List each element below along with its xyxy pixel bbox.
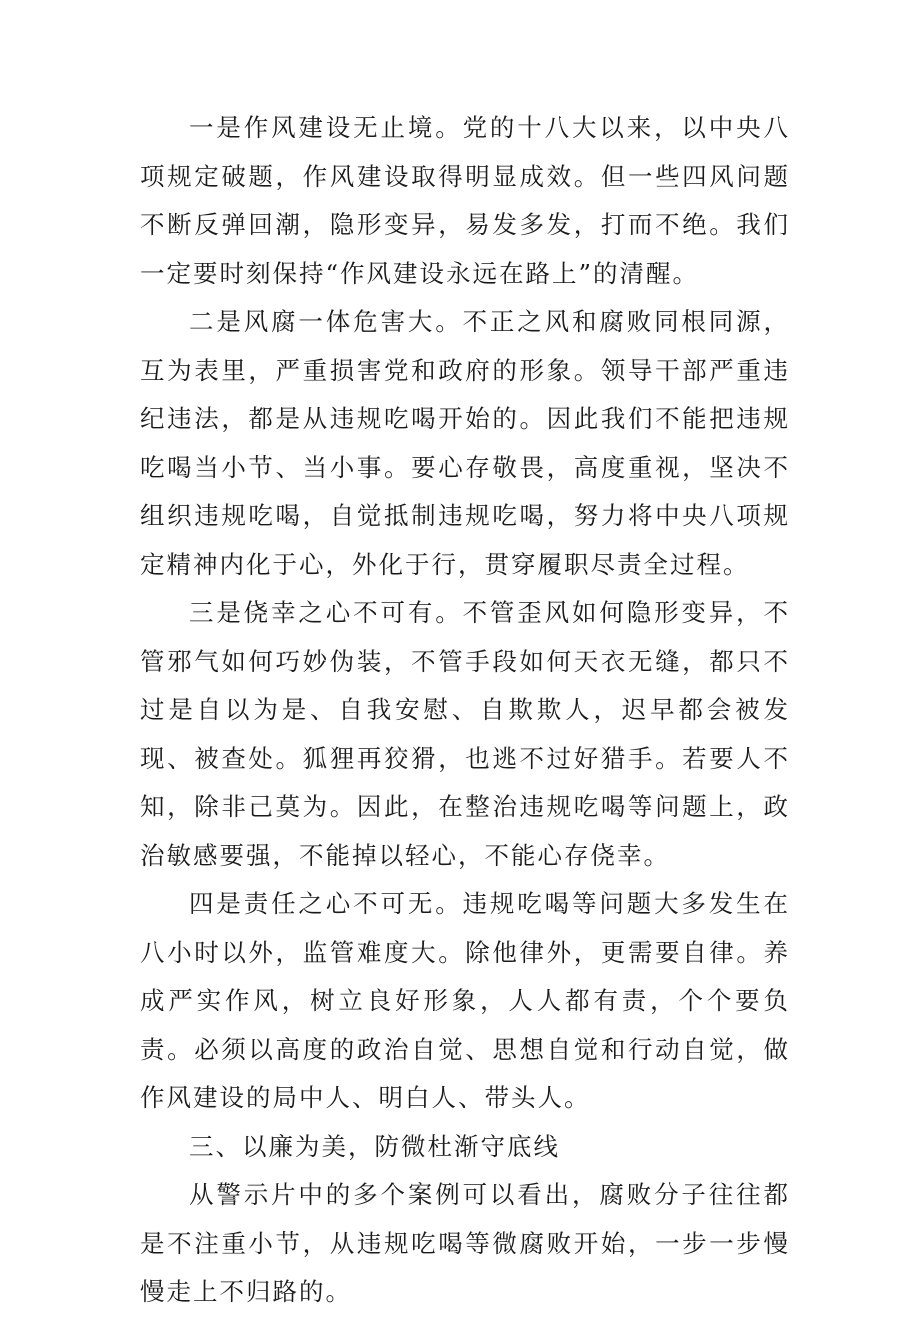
section-heading: 三、以廉为美，防微杜渐守底线 [189,1131,560,1161]
paragraph-style-building: 一是作风建设无止境。党的十八大以来，以中央八项规定破题，作风建设取得明显成效。但一些四风问题不断反弹回潮，隐形变异，易发多发，打而不绝。我们一定要时刻保持“作风建设永远在路上”的清醒。 [140,113,790,288]
paragraph-responsibility: 四是责任之心不可无。违规吃喝等问题大多发生在八小时以外，监管难度大。除他律外，更需要自律。养成严实作风，树立良好形象，人人都有责，个个要负责。必须以高度的政治自觉、思想自觉和行动自觉，做作风建设的局中人、明白人、带头人。 [140,889,790,1112]
paragraph-no-luck: 三是侥幸之心不可有。不管歪风如何隐形变异，不管邪气如何巧妙伪装，不管手段如何天衣无缝，都只不过是自以为是、自我安慰、自欺欺人，迟早都会被发现、被查处。狐狸再狡猾，也逃不过好猎手。若要人不知，除非己莫为。因此，在整治违规吃喝等问题上，政治敏感要强，不能掉以轻心，不能心存侥幸。 [140,598,790,870]
paragraph-warning-film: 从警示片中的多个案例可以看出，腐败分子往往都是不注重小节，从违规吃喝等微腐败开始，一步一步慢慢走上不归路的。 [140,1180,790,1306]
document-body [140,104,790,1317]
paragraph-corruption-harm: 二是风腐一体危害大。不正之风和腐败同根同源，互为表里，严重损害党和政府的形象。领导干部严重违纪违法，都是从违规吃喝开始的。因此我们不能把违规吃喝当小节、当小事。要心存敬畏，高度重视，坚决不组织违规吃喝，自觉抵制违规吃喝，努力将中央八项规定精神内化于心，外化于行，贯穿履职尽责全过程。 [140,307,790,579]
